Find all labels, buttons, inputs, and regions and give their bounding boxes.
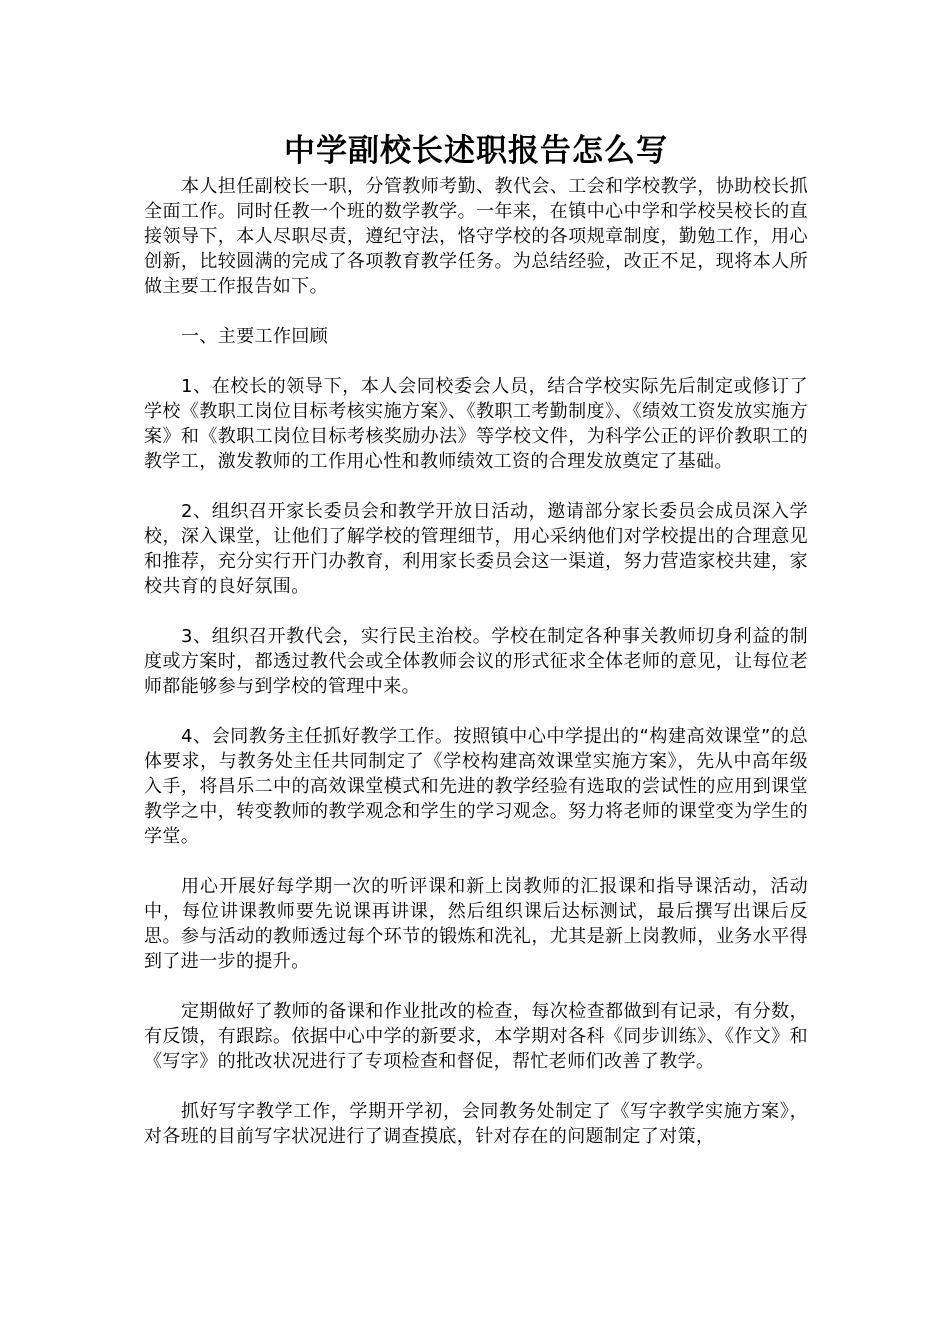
paragraph-spacer bbox=[144, 349, 808, 374]
document-page bbox=[144, 128, 808, 1149]
paragraph-spacer bbox=[144, 849, 808, 874]
paragraph-spacer bbox=[144, 299, 808, 324]
paragraph-item-1: 1、在校长的领导下，本人会同校委会人员，结合学校实际先后制定或修订了学校《教职工岗位目标考核实施方案》、《教职工考勤制度》、《绩效工资发放实施方案》和《教职工岗位目标考核奖励办法》等学校文件，为科学公正的评价教职工的教学工，激发教师的工作用心性和教师绩效工资的合理发放奠定了基础。 bbox=[144, 376, 808, 472]
paragraph-spacer bbox=[144, 474, 808, 499]
paragraph-spacer bbox=[144, 599, 808, 624]
paragraph-item-4: 4、会同教务主任抓好教学工作。按照镇中心中学提出的“构建高效课堂”的总体要求，与教务处主任共同制定了《学校构建高效课堂实施方案》，先从中高年级入手，将昌乐二中的高效课堂模式和先进的教学经验有选取的尝试性的应用到课堂教学之中，转变教师的教学观念和学生的学习观念。努力将老师的课堂变为学生的学堂。 bbox=[144, 726, 808, 847]
paragraph-intro: 本人担任副校长一职，分管教师考勤、教代会、工会和学校教学，协助校长抓全面工作。同时任教一个班的数学教学。一年来，在镇中心中学和学校吴校长的直接领导下，本人尽职尽责，遵纪守法，恪守学校的各项规章制度，勤勉工作，用心创新，比较圆满的完成了各项教育教学任务。为总结经验，改正不足，现将本人所做主要工作报告如下。 bbox=[144, 176, 808, 297]
paragraph-item-2: 2、组织召开家长委员会和教学开放日活动，邀请部分家长委员会成员深入学校，深入课堂，让他们了解学校的管理细节，用心采纳他们对学校提出的合理意见和推荐，充分实行开门办教育，利用家长委员会这一渠道，努力营造家校共建，家校共育的良好氛围。 bbox=[144, 501, 808, 597]
paragraph-spacer bbox=[144, 974, 808, 999]
paragraph-item-3: 3、组织召开教代会，实行民主治校。学校在制定各种事关教师切身利益的制度或方案时，都透过教代会或全体教师会议的形式征求全体老师的意见，让每位老师都能够参与到学校的管理中来。 bbox=[144, 626, 808, 697]
paragraph-lesson-activities: 用心开展好每学期一次的听评课和新上岗教师的汇报课和指导课活动，活动中，每位讲课教师要先说课再讲课，然后组织课后达标测试，最后撰写出课后反思。参与活动的教师透过每个环节的锻炼和洗礼，尤其是新上岗教师，业务水平得到了进一步的提升。 bbox=[144, 876, 808, 972]
document-title: 中学副校长述职报告怎么写 bbox=[284, 133, 668, 169]
paragraph-spacer bbox=[144, 699, 808, 724]
paragraph-homework-check: 定期做好了教师的备课和作业批改的检查，每次检查都做到有记录，有分数，有反馈，有跟踪。依据中心中学的新要求，本学期对各科《同步训练》、《作文》和《写字》的批改状况进行了专项检查和督促，帮忙老师们改善了教学。 bbox=[144, 1001, 808, 1072]
paragraph-spacer bbox=[144, 1074, 808, 1099]
paragraph-writing-teaching: 抓好写字教学工作，学期开学初，会同教务处制定了《写字教学实施方案》，对各班的目前写字状况进行了调查摸底，针对存在的问题制定了对策， bbox=[144, 1101, 808, 1147]
section-heading-review: 一、主要工作回顾 bbox=[181, 326, 329, 347]
